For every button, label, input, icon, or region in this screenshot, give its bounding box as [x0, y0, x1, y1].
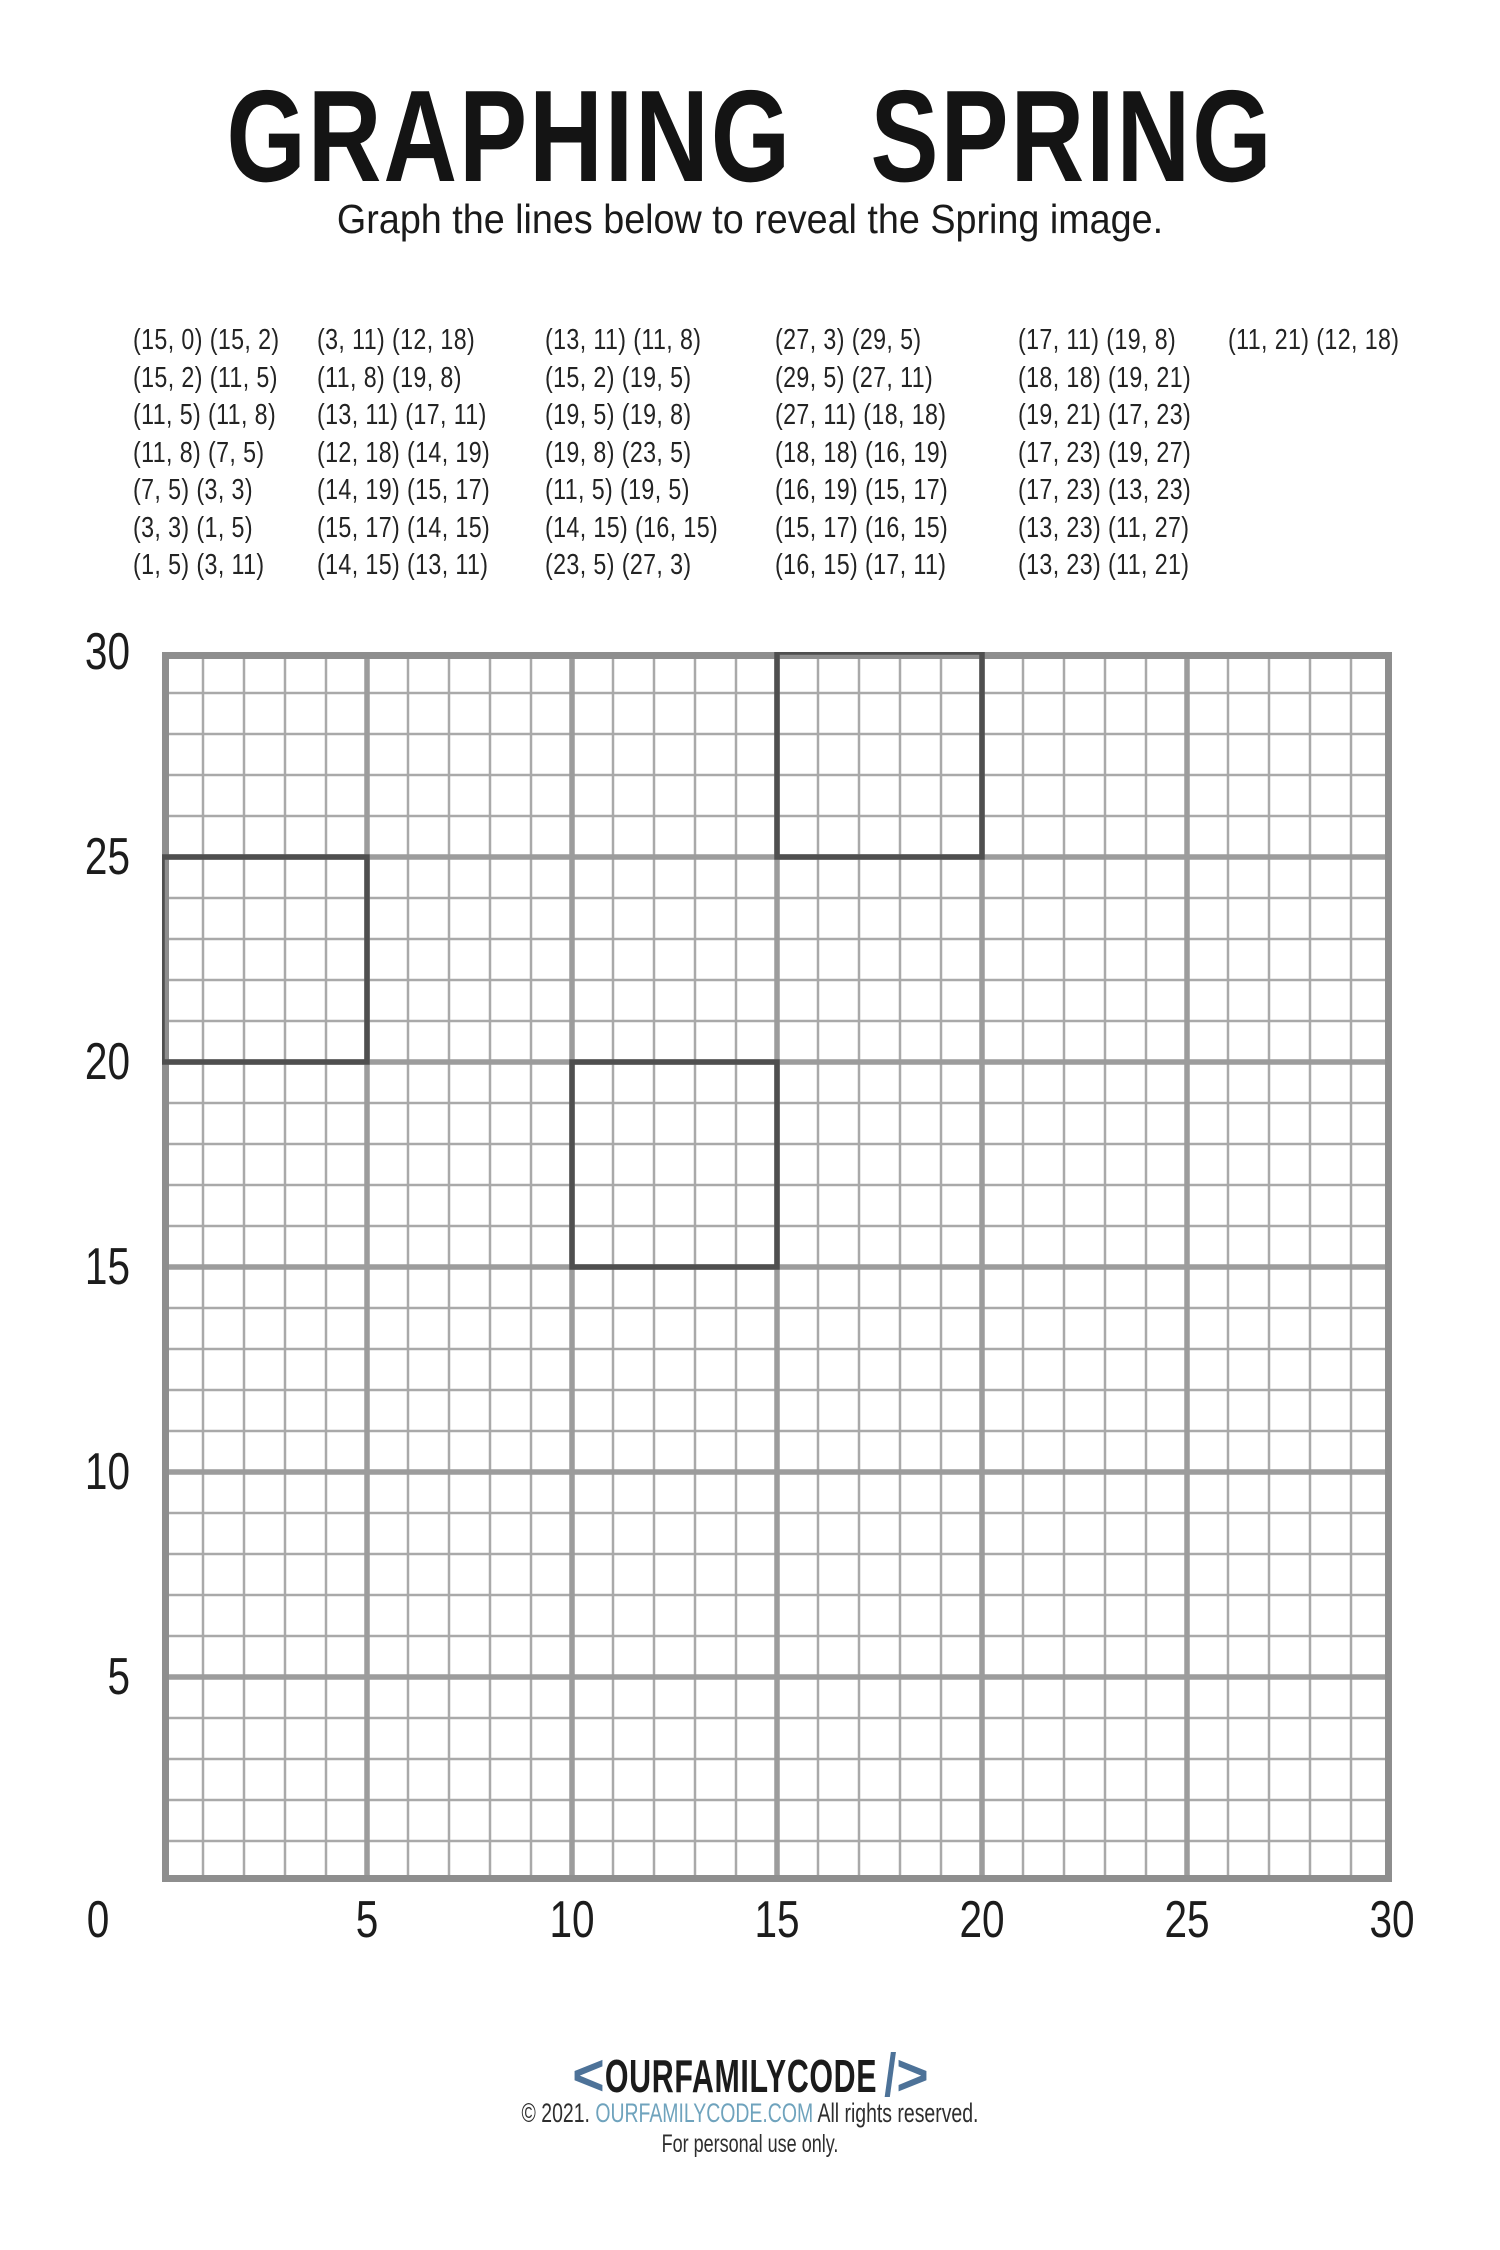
code-slash-icon: /	[884, 2042, 897, 2109]
coordinate-pair: (16, 15) (17, 11)	[775, 549, 947, 581]
footer-logo	[0, 2042, 1500, 2109]
page-title: GRAPHING SPRING	[226, 63, 1274, 210]
coordinate-pair: (17, 23) (13, 23)	[1018, 474, 1192, 506]
coordinate-pair: (15, 0) (15, 2)	[133, 324, 280, 356]
coordinate-pair: (15, 17) (14, 15)	[317, 511, 491, 544]
code-bracket-right-icon: >	[895, 2043, 929, 2108]
x-tick-label: 10	[549, 1891, 595, 1949]
x-tick-label: 30	[1369, 1891, 1415, 1949]
coordinate-pair: (15, 2) (11, 5)	[133, 361, 278, 394]
coordinate-pair: (14, 15) (16, 15)	[545, 511, 719, 544]
coordinate-pair: (19, 8) (23, 5)	[545, 436, 692, 469]
coordinate-pair: (19, 21) (17, 23)	[1018, 399, 1192, 431]
coordinate-pair: (15, 17) (16, 15)	[775, 511, 949, 544]
copyright-line	[210, 2098, 1290, 2129]
coordinate-pair: (13, 23) (11, 27)	[1018, 511, 1190, 544]
copyright-prefix: © 2021.	[521, 2098, 596, 2128]
coordinate-pair: (11, 8) (7, 5)	[133, 436, 265, 469]
coordinate-column	[133, 322, 280, 585]
highlighted-square	[572, 1062, 777, 1267]
coordinate-pair: (15, 2) (19, 5)	[545, 361, 692, 394]
coordinate-pair: (17, 11) (19, 8)	[1018, 324, 1177, 356]
grid-svg	[162, 652, 1392, 1882]
coordinate-pair: (11, 5) (19, 5)	[545, 474, 690, 506]
coordinate-column	[545, 322, 718, 585]
coordinate-pair: (7, 5) (3, 3)	[133, 474, 253, 506]
x-tick-label: 5	[355, 1891, 379, 1949]
coordinate-pair: (3, 11) (12, 18)	[317, 324, 476, 356]
coordinate-pair: (13, 23) (11, 21)	[1018, 549, 1190, 581]
footer-logo-name: OURFAMILYCODE	[604, 2050, 877, 2102]
y-tick-label: 20	[84, 1033, 130, 1091]
code-bracket-left-icon: <	[571, 2043, 605, 2108]
coordinate-column	[1018, 322, 1191, 585]
coordinate-pair: (13, 11) (11, 8)	[545, 324, 702, 356]
coordinate-columns	[0, 322, 1500, 602]
y-tick-label: 15	[84, 1238, 130, 1296]
highlighted-square	[162, 857, 367, 1062]
coordinate-pair: (14, 15) (13, 11)	[317, 549, 489, 581]
page-subtitle: Graph the lines below to reveal the Spring image.	[336, 196, 1164, 242]
y-tick-label: 10	[84, 1443, 130, 1501]
ourfamilycode-link[interactable]: OURFAMILYCODE.COM	[595, 2098, 814, 2128]
coordinate-column	[1228, 322, 1399, 360]
personal-use-note: For personal use only.	[661, 2130, 839, 2158]
copyright-suffix: All rights reserved.	[813, 2098, 979, 2128]
x-tick-label: 15	[754, 1891, 800, 1949]
coordinate-pair: (29, 5) (27, 11)	[775, 361, 934, 394]
coordinate-pair: (11, 21) (12, 18)	[1228, 324, 1400, 356]
coordinate-pair: (23, 5) (27, 3)	[545, 549, 692, 581]
x-tick-label: 25	[1164, 1891, 1210, 1949]
coordinate-column	[775, 322, 948, 585]
coordinate-pair: (27, 11) (18, 18)	[775, 399, 947, 431]
coordinate-pair: (17, 23) (19, 27)	[1018, 436, 1192, 469]
highlighted-square	[777, 652, 982, 857]
origin-label: 0	[86, 1891, 110, 1949]
coordinate-pair: (3, 3) (1, 5)	[133, 511, 253, 544]
x-tick-label: 20	[959, 1891, 1005, 1949]
coordinate-pair: (14, 19) (15, 17)	[317, 474, 491, 506]
coordinate-pair: (16, 19) (15, 17)	[775, 474, 949, 506]
coordinate-pair: (18, 18) (19, 21)	[1018, 361, 1192, 394]
coordinate-pair: (12, 18) (14, 19)	[317, 436, 491, 469]
coordinate-column	[317, 322, 490, 585]
y-tick-label: 5	[107, 1648, 130, 1706]
y-tick-label: 30	[84, 623, 130, 681]
coordinate-pair: (11, 8) (19, 8)	[317, 361, 462, 394]
coordinate-pair: (13, 11) (17, 11)	[317, 399, 487, 431]
coordinate-pair: (27, 3) (29, 5)	[775, 324, 922, 356]
coordinate-pair: (19, 5) (19, 8)	[545, 399, 692, 431]
y-tick-label: 25	[84, 828, 130, 886]
coordinate-pair: (18, 18) (16, 19)	[775, 436, 949, 469]
coordinate-pair: (1, 5) (3, 11)	[133, 549, 265, 581]
coordinate-pair: (11, 5) (11, 8)	[133, 399, 277, 431]
